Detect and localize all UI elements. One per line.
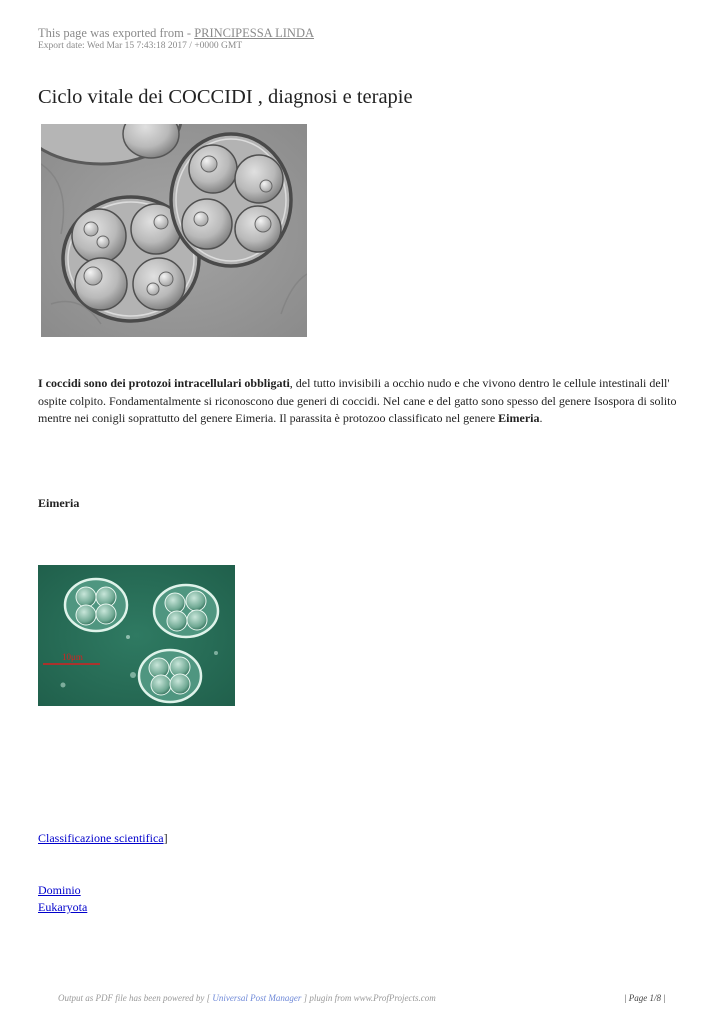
oocyst-2 xyxy=(154,585,218,637)
export-source-line xyxy=(38,26,314,41)
dominio-link[interactable]: Dominio xyxy=(38,883,81,897)
site-link[interactable]: PRINCIPESSA LINDA xyxy=(194,26,315,40)
page-number: | Page 1/8 | xyxy=(624,993,666,1003)
eimeria-micrograph-image xyxy=(38,565,235,706)
export-date: Export date: Wed Mar 15 7:43:18 2017 / +0000 GMT xyxy=(38,41,243,51)
intro-body-text: , del tutto invisibili a occhio nudo e che vivono dentro le cellule intestinali dell' ospite colpito. Fondamentalmente si riconoscono due generi di coccidi. Nel cane e del gatto sono spesso del genere Isospora di solito mentre nei conigli soprattutto del genere Eimeria. Il parassita è protozoo classificato nel genere xyxy=(38,376,677,425)
article-title: Ciclo vitale dei COCCIDI , diagnosi e terapie xyxy=(38,86,413,108)
intro-end-text: . xyxy=(539,411,543,425)
coccidi-micrograph-image xyxy=(41,124,307,337)
classification-bracket: ] xyxy=(163,831,168,845)
footer-plugin-link[interactable]: Universal Post Manager xyxy=(212,993,302,1003)
intro-paragraph xyxy=(38,375,690,428)
oocyst-1 xyxy=(65,579,127,631)
footer-powered-by xyxy=(58,993,436,1003)
export-prefix-text: This page was exported from - xyxy=(38,26,195,40)
footer-text-after: ] plugin from www.ProfProjects.com xyxy=(301,993,436,1003)
footer-text-before: Output as PDF file has been powered by [ xyxy=(58,993,213,1003)
eukaryota-link[interactable]: Eukaryota xyxy=(38,900,88,914)
intro-bold-text: I coccidi sono dei protozoi intracellulari obbligati xyxy=(38,376,290,390)
oocyst-3 xyxy=(139,650,201,702)
section-heading-eimeria: Eimeria xyxy=(38,496,80,510)
classification-link[interactable]: Classificazione scientifica xyxy=(38,831,164,845)
classification-line xyxy=(38,831,168,846)
scale-label: 10μm xyxy=(62,652,83,662)
intro-genus-text: Eimeria xyxy=(498,411,540,425)
